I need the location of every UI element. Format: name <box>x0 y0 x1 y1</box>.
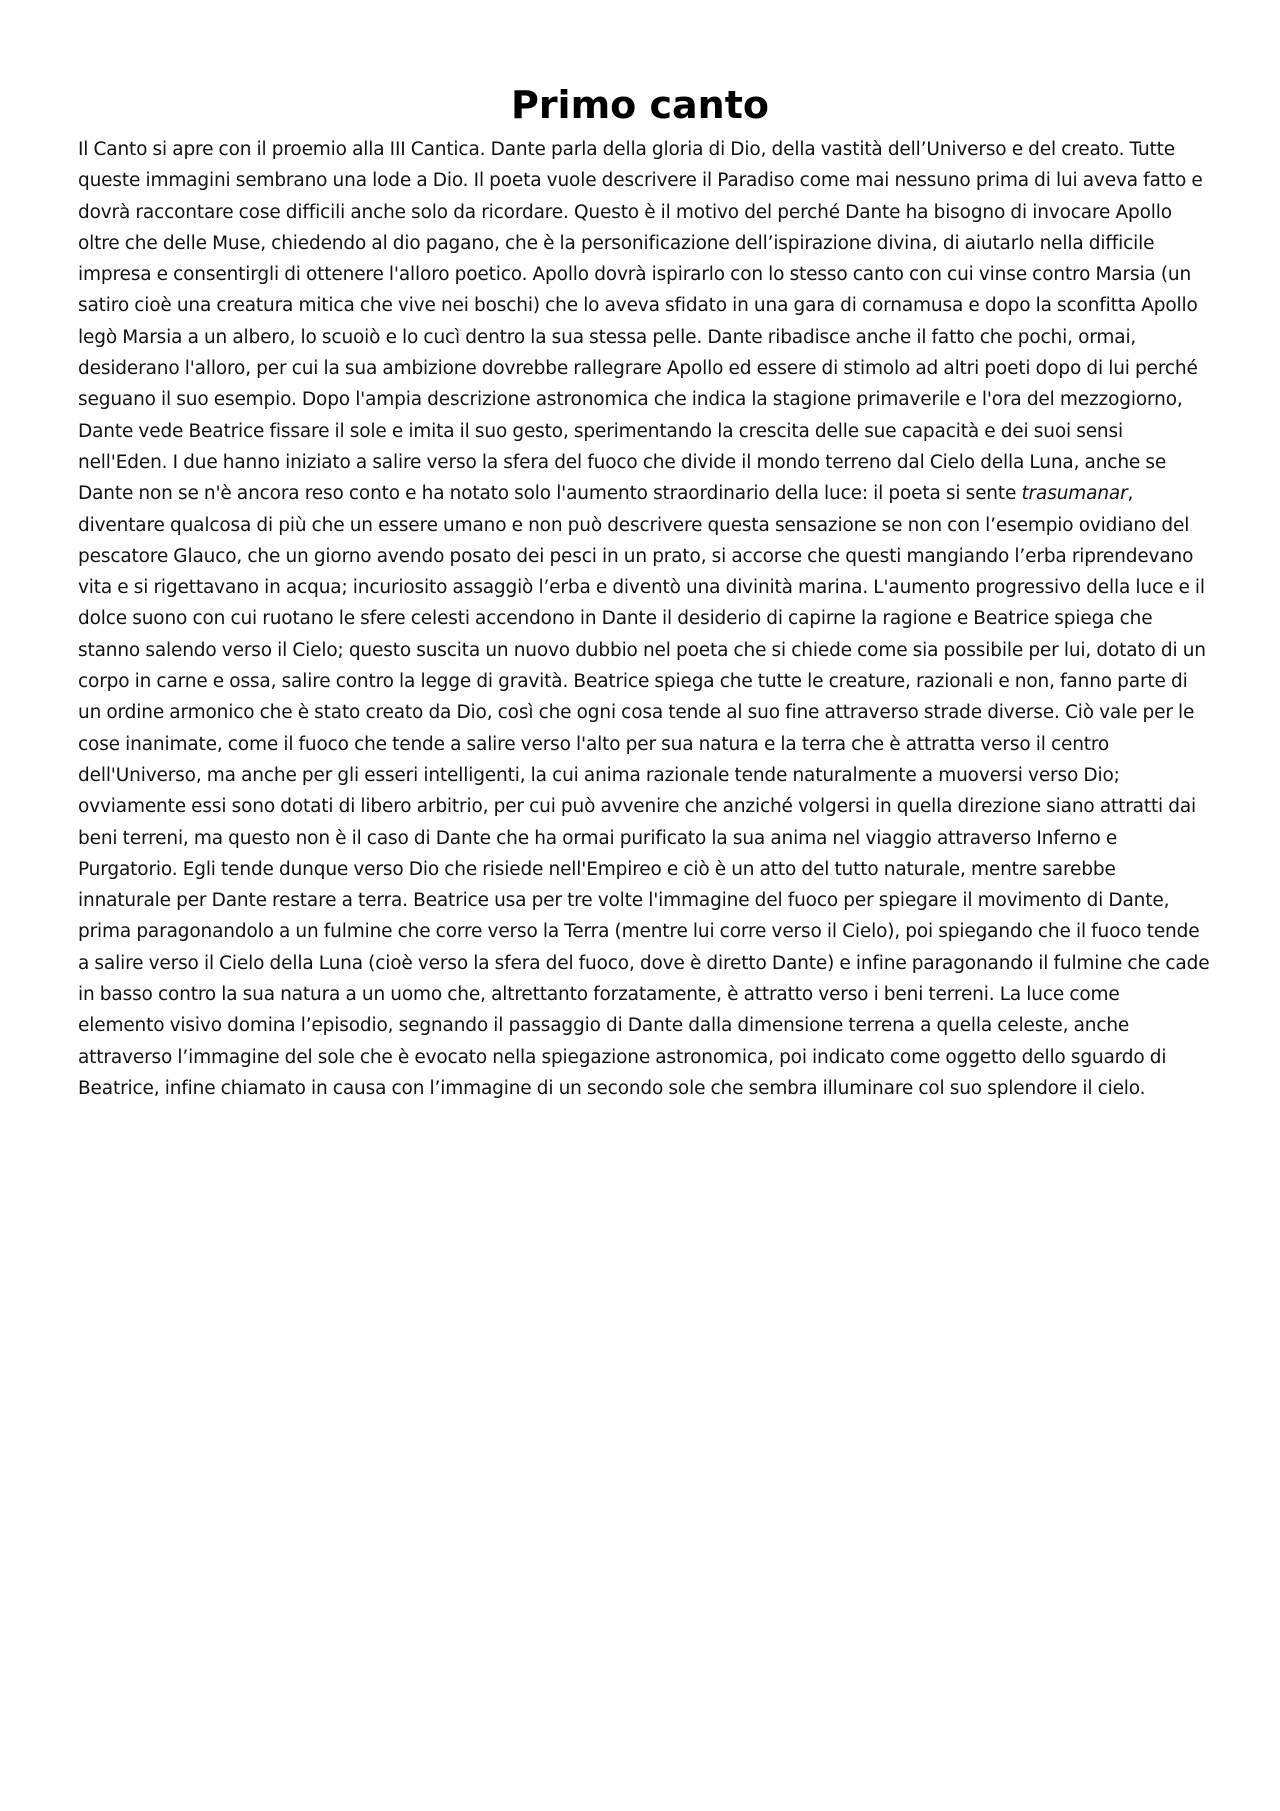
page-title: Primo canto <box>510 83 770 127</box>
italic-word: trasumanar <box>1021 483 1128 505</box>
body-paragraph <box>78 134 1210 1104</box>
body-text-part-2: , diventare qualcosa di più che un essere umano e non può descrivere questa sensazione se non con l’esempio ovidiano del pescatore Glauco, che un giorno avendo posato dei pesci in un prato, si accorse che questi mangiando l’erba riprendevano vita e si rigettavano in acqua; incuriosito assaggiò l’erba e diventò una divinità marina. L'aumento progressivo della luce e il dolce suono con cui ruotano le sfere celesti accendono in Dante il desiderio di capirne la ragione e Beatrice spiega che stanno salendo verso il Cielo; questo suscita un nuovo dubbio nel poeta che si chiede come sia possibile per lui, dotato di un corpo in carne e ossa, salire contro la legge di gravità. Beatrice spiega che tutte le creature, razionali e non, fanno parte di un ordine armonico che è stato creato da Dio, così che ogni cosa tende al suo fine attraverso strade diverse. Ciò vale per le cose inanimate, come il fuoco che tende a salire verso l'alto per sua natura e la terra che è attratta verso il centro dell'Universo, ma anche per gli esseri intelligenti, la cui anima razionale tende naturalmente a muoversi verso Dio; ovviamente essi sono dotati di libero arbitrio, per cui può avvenire che anziché volgersi in quella direzione siano attratti dai beni terreni, ma questo non è il caso di Dante che ha ormai purificato la sua anima nel viaggio attraverso Inferno e Purgatorio. Egli tende dunque verso Dio che risiede nell'Empireo e ciò è un atto del tutto naturale, mentre sarebbe innaturale per Dante restare a terra. Beatrice usa per tre volte l'immagine del fuoco per spiegare il movimento di Dante, prima paragonandolo a un fulmine che corre verso la Terra (mentre lui corre verso il Cielo), poi spiegando che il fuoco tende a salire verso il Cielo della Luna (cioè verso la sfera del fuoco, dove è diretto Dante) e infine paragonando il fulmine che cade in basso contro la sua natura a un uomo che, altrettanto forzatamente, è attratto verso i beni terreni. La luce come elemento visivo domina l’episodio, segnando il passaggio di Dante dalla dimensione terrena a quella celeste, anche attraverso l’immagine del sole che è evocato nella spiegazione astronomica, poi indicato come oggetto dello sguardo di Beatrice, infine chiamato in causa con l’immagine di un secondo sole che sembra illuminare col suo splendore il cielo. <box>78 483 1210 1099</box>
body-text-part-1: Il Canto si apre con il proemio alla III Cantica. Dante parla della gloria di Dio, della vastità dell’Universo e del creato. Tutte queste immagini sembrano una lode a Dio. Il poeta vuole descrivere il Paradiso come mai nessuno prima di lui aveva fatto e dovrà raccontare cose difficili anche solo da ricordare. Questo è il motivo del perché Dante ha bisogno di invocare Apollo oltre che delle Muse, chiedendo al dio pagano, che è la personificazione dell’ispirazione divina, di aiutarlo nella difficile impresa e consentirgli di ottenere l'alloro poetico. Apollo dovrà ispirarlo con lo stesso canto con cui vinse contro Marsia (un satiro cioè una creatura mitica che vive nei boschi) che lo aveva sfidato in una gara di cornamusa e dopo la sconfitta Apollo legò Marsia a un albero, lo scuoiò e lo cucì dentro la sua stessa pelle. Dante ribadisce anche il fatto che pochi, ormai, desiderano l'alloro, per cui la sua ambizione dovrebbe rallegrare Apollo ed essere di stimolo ad altri poeti dopo di lui perché seguano il suo esempio. Dopo l'ampia descrizione astronomica che indica la stagione primaverile e l'ora del mezzogiorno, Dante vede Beatrice fissare il sole e imita il suo gesto, sperimentando la crescita delle sue capacità e dei suoi sensi nell'Eden. I due hanno iniziato a salire verso la sfera del fuoco che divide il mondo terreno dal Cielo della Luna, anche se Dante non se n'è ancora reso conto e ha notato solo l'aumento straordinario della luce: il poeta si sente <box>78 139 1203 505</box>
